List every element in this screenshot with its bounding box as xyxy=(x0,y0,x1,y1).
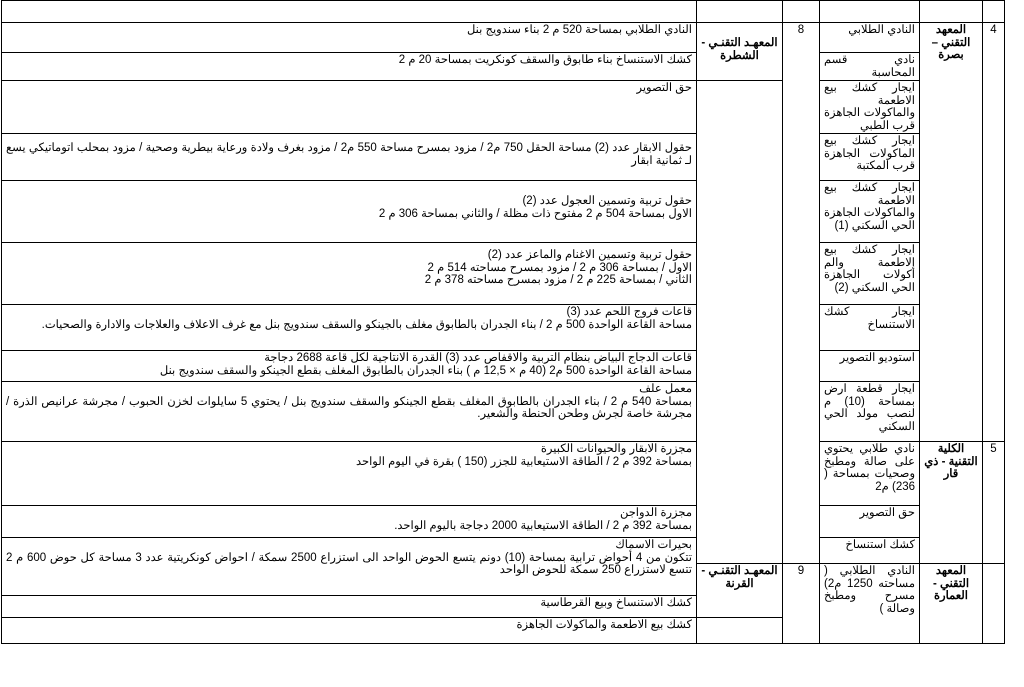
facility-name: ايجار قطعة ارض بمساحة (10) م لنصب مولد الحي السكني xyxy=(820,382,920,442)
facility-name: نادي طلابي يحتوي على صالة ومطبخ وصحيات بمساحة ( 236) م2 xyxy=(820,442,920,506)
facility-name: كشك استنساخ xyxy=(820,538,920,564)
table-row xyxy=(2,351,1005,382)
table-row xyxy=(2,538,1005,564)
facility-name: ايجار كشك بيع الاطعمة والماكولات الجاهزة الحي السكني (1) xyxy=(820,181,920,243)
row-number: 5 xyxy=(983,442,1005,564)
header-cell xyxy=(983,1,1005,23)
facility-description: حقول تربية وتسمين العجول عدد (2) الاول بمساحة 504 م 2 مفتوح ذات مظلة / والثاني بمساحة 306 م 2 xyxy=(2,181,697,243)
facility-description: بحيرات الاسماك تتكون من 4 أحواض ترابية بمساحة (10) دونم يتسع الحوض الواحد الى استزراع 2500 سمكة / احواض كونكريتية عدد 3 مساحة كل حوض 600 م 2 تتسع لاستزراع 250 سمكة للحوض الواحد xyxy=(2,538,697,596)
institute-name: المعهد التقني - العمارة xyxy=(920,564,983,644)
table-row xyxy=(2,53,1005,81)
institute-name: الكلية التقنية - ذي قار xyxy=(920,442,983,564)
row-number xyxy=(983,564,1005,644)
header-cell xyxy=(920,1,983,23)
table-row xyxy=(2,181,1005,243)
facility-name: النادي الطلابي xyxy=(820,23,920,53)
header-row xyxy=(2,1,1005,23)
table-row xyxy=(2,305,1005,351)
header-cell xyxy=(2,1,697,23)
facility-description: حقول تربية وتسمين الاغنام والماعز عدد (2) الاول / بمساحة 306 م 2 / مزود بمسرح مساحته 514 م 2 الثاني / بمساحة 225 م 2 / مزود بمسرح مساحته 378 م 2 xyxy=(2,243,697,305)
facility-name: ايجار كشك بيع الماكولات الجاهزة قرب المكتبة xyxy=(820,134,920,181)
count-cell: 9 xyxy=(783,564,820,644)
facility-name: حق التصوير xyxy=(820,506,920,538)
table-row xyxy=(2,243,1005,305)
facility-description: كشك بيع الاطعمة والماكولات الجاهزة xyxy=(2,618,697,644)
facility-name: ايجار كشك بيع الاطعمة والم أكولات الجاهزة الحي السكني (2) xyxy=(820,243,920,305)
facilities-table xyxy=(1,0,1005,644)
facility-name: النادي الطلابي ( مساحته 1250 م2) مسرح ومطبخ وصالة ) xyxy=(820,564,920,644)
institute-name: المعهد التقني – بصرة xyxy=(920,23,983,442)
table-row xyxy=(2,23,1005,53)
facility-description: حق التصوير xyxy=(2,81,697,134)
facility-name: ايجار كشك الاستنساخ xyxy=(820,305,920,351)
table-row xyxy=(2,506,1005,538)
facility-description: قاعات فروج اللحم عدد (3) مساحة القاعة الواحدة 500 م 2 / بناء الجدران بالطابوق مغلف بالجينكو والسقف سندويج بنل مع غرف الاعلاف والعلاجات والادارة والصحيات. xyxy=(2,305,697,351)
header-cell xyxy=(820,1,920,23)
facility-name: استوديو التصوير xyxy=(820,351,920,382)
center-name: المعهـد التقنـي - الشطرة xyxy=(697,23,783,81)
facility-description: معمل علف بمساحة 540 م 2 / بناء الجدران بالطابوق المغلف بقطع الجينكو والسقف سندويج بنل / يحتوي 5 سايلوات لخزن الحبوب / مجرشة عرانيص الذرة / مجرشة خاصة لجرش وطحن الحنطة والشعير. xyxy=(2,382,697,442)
center-name: المعهـد التقنـي - القرنة xyxy=(697,564,783,618)
table-row xyxy=(2,442,1005,506)
facility-description: النادي الطلابي بمساحة 520 م 2 بناء سندويج بنل xyxy=(2,23,697,53)
facility-name: نادي قسم المحاسبة xyxy=(820,53,920,81)
row-number: 4 xyxy=(983,23,1005,442)
table-row xyxy=(2,382,1005,442)
table-row xyxy=(2,81,1005,134)
facility-description: كشك الاستنساخ وبيع القرطاسية xyxy=(2,596,697,618)
facility-name: ايجار كشك بيع الاطعمة والماكولات الجاهزة قرب الطبي xyxy=(820,81,920,134)
facility-description: كشك الاستنساخ بناء طابوق والسقف كونكريت بمساحة 20 م 2 xyxy=(2,53,697,81)
center-empty xyxy=(697,81,783,564)
header-cell xyxy=(697,1,783,23)
facility-description: قاعات الدجاج البياض بنظام التربية والاقفاص عدد (3) القدرة الانتاجية لكل قاعة 2688 دجاجة مساحة القاعة الواحدة 500 م2 (40 م × 12,5 م ) بناء الجدران بالطابوق المغلف بقطع الجينكو والسقف سندويج بنل xyxy=(2,351,697,382)
table-row xyxy=(2,134,1005,181)
center-empty xyxy=(697,618,783,644)
facility-description: حقول الابقار عدد (2) مساحة الحقل 750 م2 / مزود بمسرح مساحة 550 م2 / مزود بغرف ولادة ورعاية بيطرية وصحية / مزود بمحلب اتوماتيكي يسع لـ ثمانية ابقار xyxy=(2,134,697,181)
facility-description: مجزرة الدواجن بمساحة 392 م 2 / الطاقة الاستيعابية 2000 دجاجة باليوم الواحد. xyxy=(2,506,697,538)
header-cell xyxy=(783,1,820,23)
facility-description: مجزرة الابقار والحيوانات الكبيرة بمساحة 392 م 2 / الطاقة الاستيعابية للجزر (150 ) بقرة في اليوم الواحد xyxy=(2,442,697,506)
count-cell: 8 xyxy=(783,23,820,564)
